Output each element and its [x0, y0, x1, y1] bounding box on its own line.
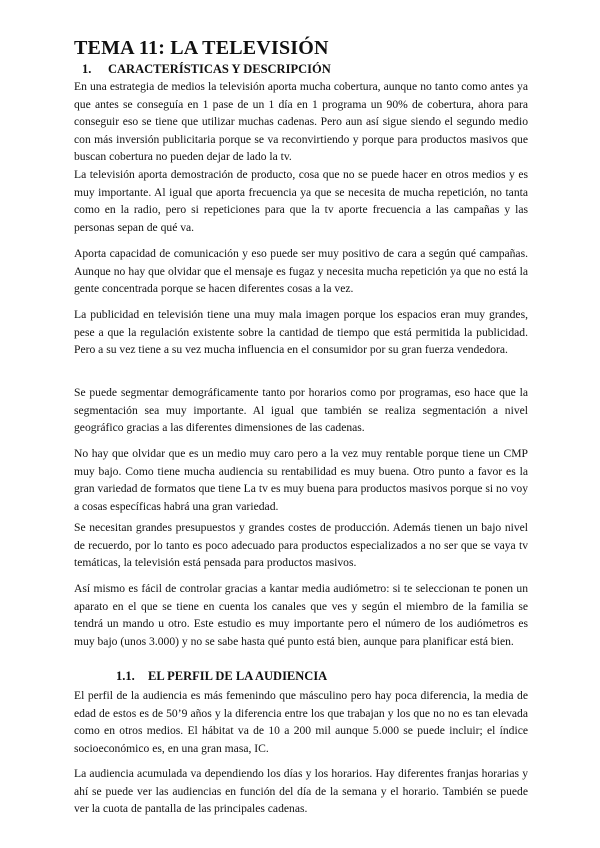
paragraph: La audiencia acumulada va dependiendo los días y los horarios. Hay diferentes franjas horarias y ahí se puede ver las audiencias en función del día de la semana y el horario. También se puede ver la cuota de pantalla de las principales cadenas. — [74, 767, 528, 815]
page-title: TEMA 11: LA TELEVISIÓN — [74, 37, 329, 59]
paragraph: El perfil de la audiencia es más femenindo que másculino pero hay poca diferencia, la media de edad de estos es de 50’9 años y la diferencia entre los que trabajan y los que no no es tan elevada como en otros medios. El hábitat va de 10 a 200 mil aunque 5.000 se puede incluir; el índice socioeconómico es, en una gran masa, IC. — [74, 689, 528, 755]
paragraph: En una estrategia de medios la televisión aporta mucha cobertura, aunque no tanto como antes ya que antes se conseguía en 1 pase de un 1 día en 1 programa un 90% de cobertura, ahora para conseguir eso se tiene que utilizar muchas cadenas. Pero aun así sigue siendo el segundo medio con más inversión publicitaria porque se va reconvirtiendo y porque para productos masivos que buscan cobertura no pueden dejar de lado la tv. — [74, 80, 528, 163]
subsection-number: 1.1. — [116, 669, 135, 683]
section-title: CARACTERÍSTICAS Y DESCRIPCIÓN — [108, 62, 331, 76]
paragraph: Se puede segmentar demográficamente tanto por horarios como por programas, eso hace que la segmentación sea muy importante. Al igual que también se realiza segmentación a nivel geográfico gracias a las diferentes dimensiones de las cadenas. — [74, 386, 528, 434]
section-heading-1 — [82, 61, 331, 77]
paragraph: Aporta capacidad de comunicación y eso puede ser muy positivo de cara a según qué campañas. Aunque no hay que olvidar que el mensaje es fugaz y necesita mucha repetición ya que no está la gente concentrada porque se hacen diferentes cosas a la vez. — [74, 247, 528, 295]
subsection-title: EL PERFIL DE LA AUDIENCIA — [148, 669, 328, 683]
section-number: 1. — [82, 62, 92, 76]
paragraph: No hay que olvidar que es un medio muy caro pero a la vez muy rentable porque tiene un CMP muy bajo. Como tiene mucha audiencia su rentabilidad es muy buena. Otro punto a favor es la gran variedad de formatos que tiene La tv es muy buena para productos masivos porque si no voy a cosas específicas habrá una gran variedad. — [74, 447, 528, 513]
paragraph: Se necesitan grandes presupuestos y grandes costes de producción. Además tienen un bajo nivel de recuerdo, por lo tanto es poco adecuado para productos especializados a no ser que se vaya tv temáticas, la televisión está pensada para productos masivos. — [74, 521, 528, 569]
paragraph: Así mismo es fácil de controlar gracias a kantar media audiómetro: si te seleccionan te ponen un aparato en el que se tiene en cuenta los canales que ves y según el miembro de la familia se tendrá un mando u otro. Este estudio es muy importante pero el número de los audiómetros es muy bajo (unos 3.000) y no se sabe hasta qué punto está bien, aunque para planificar está bien. — [74, 582, 528, 648]
paragraph: La publicidad en televisión tiene una muy mala imagen porque los espacios eran muy grandes, pese a que la regulación existente sobre la cantidad de tiempo que está permitida la publicidad. Pero a su vez tiene a su vez mucha influencia en el consumidor por su gran fuerza vendedora. — [74, 308, 528, 356]
subsection-heading-1-1 — [116, 668, 327, 684]
paragraph: La televisión aporta demostración de producto, cosa que no se puede hacer en otros medios y es muy importante. Al igual que aporta frecuencia ya que se necesita de mucha repetición, no tanta como en la radio, pero si repeticiones para que la tv aporte frecuencia a las campañas y las personas sepan de qué va. — [74, 168, 528, 234]
